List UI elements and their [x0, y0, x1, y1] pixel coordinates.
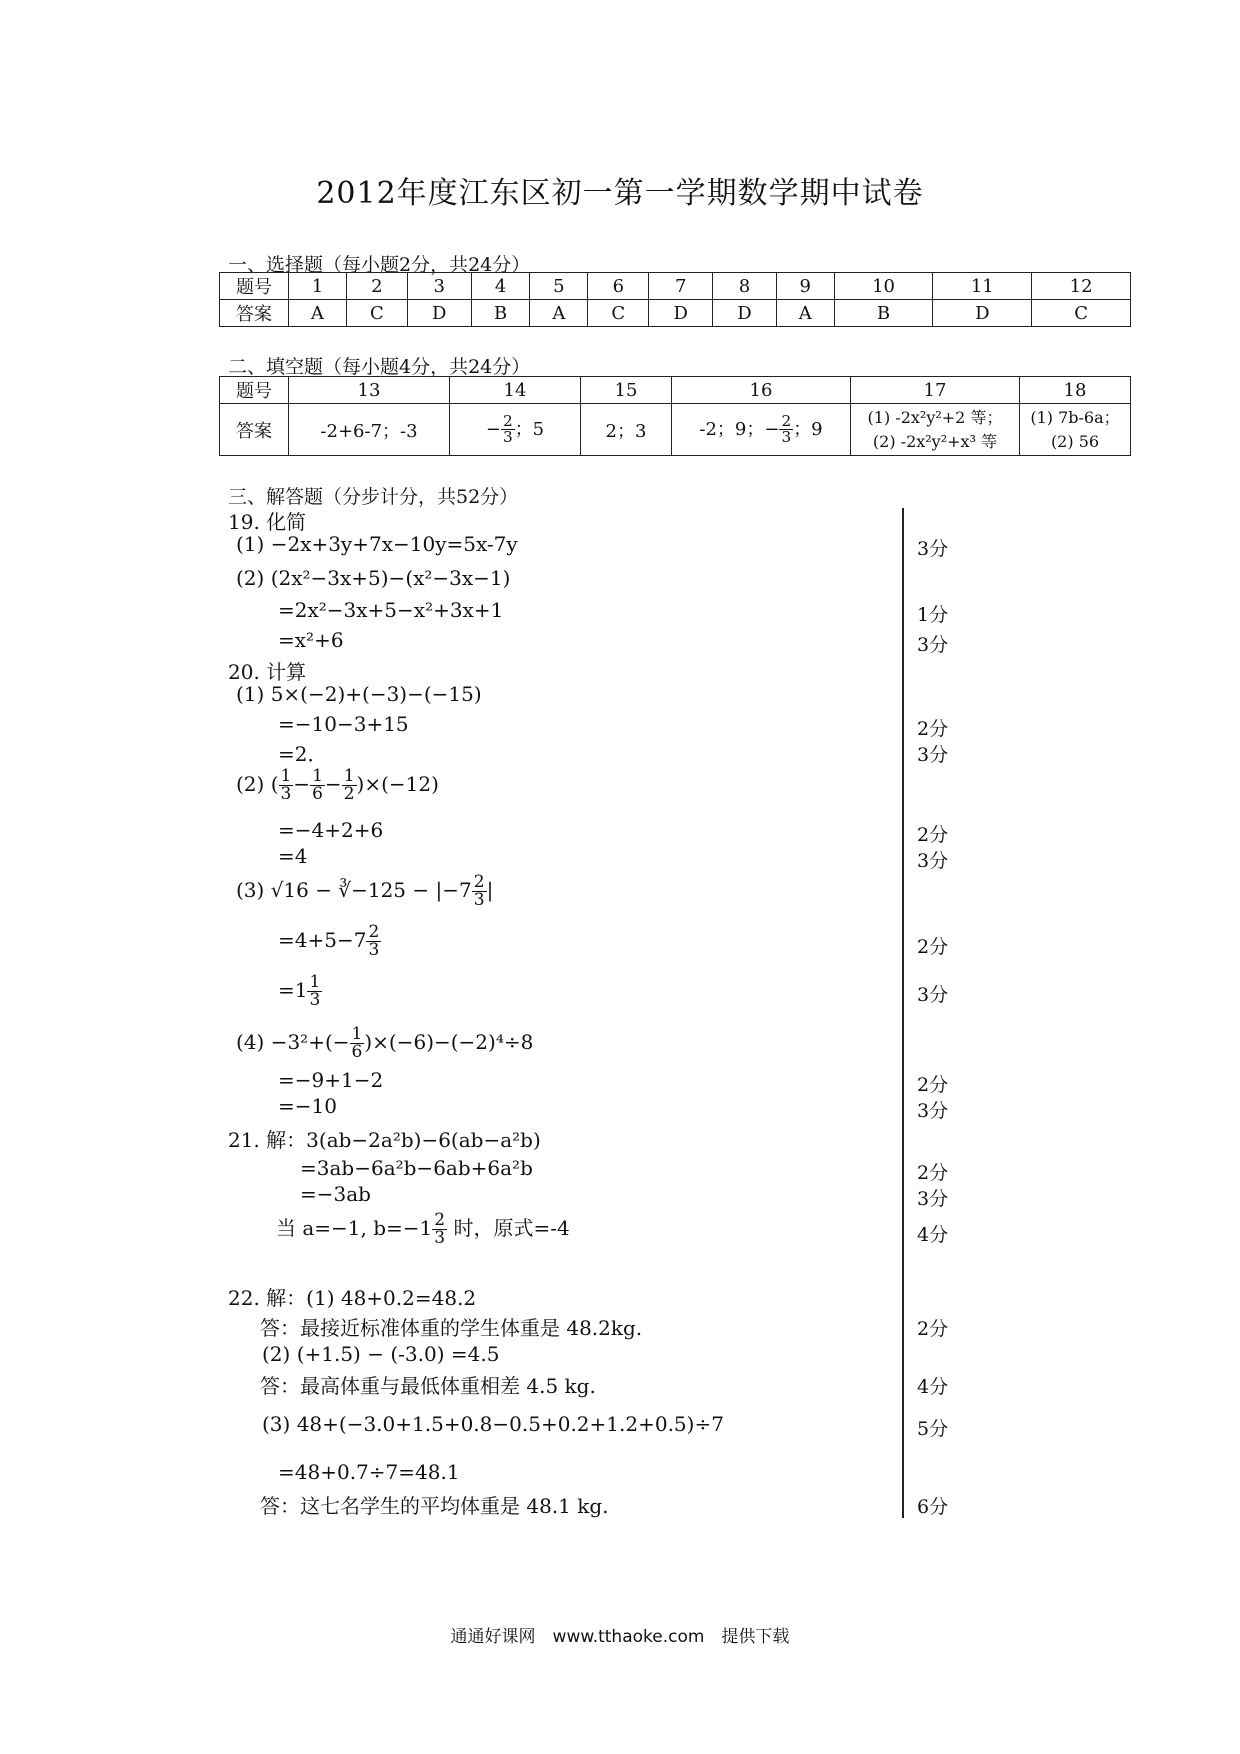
prefix: -2；9；	[699, 418, 765, 440]
expr: (2) (	[236, 772, 279, 796]
q22c: 答：最高体重与最低体重相差 4.5 kg.	[260, 1374, 596, 1398]
q-cell: 2	[346, 273, 407, 300]
q-cell: 14	[450, 377, 581, 404]
minus: −	[485, 418, 501, 440]
choice-answer-row	[220, 300, 1131, 327]
expr: )×(−12)	[356, 772, 439, 796]
a-cell	[450, 404, 581, 456]
a17-line1: (1) -2x²y²+2 等；	[867, 407, 1003, 427]
fraction	[472, 874, 487, 909]
denominator: 3	[280, 784, 292, 804]
q20-1: (1) 5×(−2)+(−3)−(−15)	[236, 682, 482, 706]
score-divider	[902, 508, 904, 1518]
q21c	[276, 1212, 570, 1247]
expr: 当 a=−1, b=−1	[276, 1216, 433, 1240]
score: 3分	[917, 538, 949, 560]
a-cell: B	[471, 300, 530, 327]
denominator: 3	[473, 890, 485, 910]
q21a: =3ab−6a²b−6ab+6a²b	[300, 1156, 533, 1180]
q21: 21. 解：3(ab−2a²b)−6(ab−a²b)	[228, 1128, 541, 1152]
a-cell: C	[1032, 300, 1131, 327]
score: 3分	[917, 634, 949, 656]
a-cell: C	[588, 300, 649, 327]
a-cell: 2；3	[581, 404, 672, 456]
numerator: 2	[502, 411, 513, 430]
numerator: 2	[781, 411, 792, 430]
score: 2分	[917, 1074, 949, 1096]
score: 2分	[917, 1318, 949, 1340]
denominator: 3	[781, 428, 792, 446]
q20-3a	[278, 924, 381, 959]
q22d: (3) 48+(−3.0+1.5+0.8−0.5+0.2+1.2+0.5)÷7	[262, 1412, 724, 1436]
q22a: 答：最接近标准体重的学生体重是 48.2kg.	[260, 1316, 643, 1340]
score: 4分	[917, 1224, 949, 1246]
page-title: 2012年度江东区初一第一学期数学期中试卷	[316, 176, 924, 211]
expr: |	[486, 878, 494, 902]
row-label: 答案	[220, 404, 289, 456]
a-cell: C	[346, 300, 407, 327]
q-cell: 7	[649, 273, 713, 300]
fill-answer-row	[220, 404, 1131, 456]
a17-line2: (2) -2x²y²+x³ 等	[872, 431, 998, 451]
rest: ；5	[514, 418, 545, 440]
a-cell: D	[933, 300, 1032, 327]
score: 5分	[917, 1418, 949, 1440]
fraction	[779, 411, 793, 446]
q20-title: 20. 计算	[228, 660, 307, 684]
score: 2分	[917, 1162, 949, 1184]
q20-4b: =−10	[278, 1094, 337, 1118]
row-label: 答案	[220, 300, 289, 327]
q20-3b	[278, 974, 322, 1009]
q19-2: (2) (2x²−3x+5)−(x²−3x−1)	[236, 566, 511, 590]
q-cell: 18	[1020, 377, 1131, 404]
choice-answer-table	[219, 272, 1131, 327]
denominator: 6	[351, 1042, 363, 1062]
numerator: 2	[434, 1210, 446, 1230]
q20-1a: =−10−3+15	[278, 712, 409, 736]
fraction	[279, 768, 294, 803]
q-cell: 12	[1032, 273, 1131, 300]
fraction	[342, 768, 357, 803]
fraction	[350, 1026, 365, 1061]
q19-title: 19. 化简	[228, 510, 307, 534]
fraction	[366, 924, 381, 959]
numerator: 1	[343, 766, 355, 786]
rest: ；9	[793, 418, 823, 440]
q-cell: 15	[581, 377, 672, 404]
row-label: 题号	[220, 273, 289, 300]
q-cell: 10	[834, 273, 933, 300]
score: 2分	[917, 718, 949, 740]
minus: −	[324, 772, 342, 796]
fraction	[310, 768, 325, 803]
q-cell: 4	[471, 273, 530, 300]
q20-3	[236, 874, 493, 909]
minus: −	[293, 772, 311, 796]
q-cell: 17	[851, 377, 1020, 404]
q-cell: 9	[776, 273, 834, 300]
score: 6分	[917, 1496, 949, 1518]
q20-4	[236, 1026, 533, 1061]
fraction	[432, 1212, 447, 1247]
numerator: 1	[309, 972, 321, 992]
q-cell: 16	[672, 377, 851, 404]
numerator: 1	[351, 1024, 363, 1044]
a-cell: A	[289, 300, 347, 327]
denominator: 2	[343, 784, 355, 804]
q20-2a: =−4+2+6	[278, 818, 384, 842]
fill-question-row	[220, 377, 1131, 404]
score: 4分	[917, 1376, 949, 1398]
a-cell	[672, 404, 851, 456]
fraction	[501, 411, 515, 446]
a-cell: A	[530, 300, 588, 327]
expr: =4+5−7	[278, 928, 367, 952]
a-cell: -2+6-7；-3	[289, 404, 450, 456]
a-cell: B	[834, 300, 933, 327]
section2-heading: 二、填空题（每小题4分，共24分）	[228, 356, 531, 378]
q22f: 答：这七名学生的平均体重是 48.1 kg.	[260, 1494, 609, 1518]
score: 1分	[917, 604, 949, 626]
score: 3分	[917, 1188, 949, 1210]
expr: 时，原式=-4	[447, 1216, 570, 1240]
q22b: (2) (+1.5) − (-3.0) =4.5	[262, 1342, 500, 1366]
q-cell: 8	[713, 273, 777, 300]
fill-answer-table	[219, 376, 1131, 456]
a18-line1: (1) 7b-6a；	[1030, 407, 1120, 427]
choice-question-row	[220, 273, 1131, 300]
q-cell: 5	[530, 273, 588, 300]
score: 3分	[917, 744, 949, 766]
expr: =1	[278, 978, 308, 1002]
denominator: 3	[368, 940, 380, 960]
numerator: 1	[312, 766, 323, 786]
q21b: =−3ab	[300, 1182, 371, 1206]
score: 3分	[917, 1100, 949, 1122]
q22: 22. 解：(1) 48+0.2=48.2	[228, 1286, 477, 1310]
score: 3分	[917, 850, 949, 872]
minus: −	[764, 418, 780, 440]
q20-2	[236, 768, 439, 803]
a-cell: D	[407, 300, 471, 327]
q19-2a: =2x²−3x+5−x²+3x+1	[278, 598, 504, 622]
q20-2b: =4	[278, 844, 308, 868]
a-cell: D	[649, 300, 713, 327]
q22e: =48+0.7÷7=48.1	[278, 1460, 460, 1484]
section3-heading: 三、解答题（分步计分，共52分）	[228, 486, 519, 508]
q-cell: 3	[407, 273, 471, 300]
a-cell: D	[713, 300, 777, 327]
score: 2分	[917, 824, 949, 846]
q-cell: 13	[289, 377, 450, 404]
a-cell: A	[776, 300, 834, 327]
a-cell	[851, 404, 1020, 456]
row-label: 题号	[220, 377, 289, 404]
section1-heading: 一、选择题（每小题2分，共24分）	[228, 254, 531, 276]
denominator: 3	[434, 1228, 446, 1248]
expr: )×(−6)−(−2)⁴÷8	[364, 1030, 534, 1054]
denominator: 6	[312, 784, 323, 804]
q19-1: (1) −2x+3y+7x−10y=5x-7y	[236, 532, 518, 556]
q-cell: 11	[933, 273, 1032, 300]
a-cell	[1020, 404, 1131, 456]
fraction	[307, 974, 322, 1009]
denominator: 3	[309, 990, 321, 1010]
q19-2b: =x²+6	[278, 628, 344, 652]
numerator: 2	[473, 872, 485, 892]
q-cell: 6	[588, 273, 649, 300]
denominator: 3	[502, 428, 513, 446]
footer: 通通好课网 www.tthaoke.com 提供下载	[450, 1627, 790, 1647]
expr: (4) −3²+(−	[236, 1030, 350, 1054]
score: 3分	[917, 984, 949, 1006]
q20-4a: =−9+1−2	[278, 1068, 384, 1092]
numerator: 2	[368, 922, 380, 942]
numerator: 1	[280, 766, 292, 786]
expr: (3) √16 − ∛−125 − |−7	[236, 878, 472, 902]
q-cell: 1	[289, 273, 347, 300]
a18-line2: (2) 56	[1050, 431, 1100, 451]
score: 2分	[917, 936, 949, 958]
q20-1b: =2．	[278, 742, 328, 766]
